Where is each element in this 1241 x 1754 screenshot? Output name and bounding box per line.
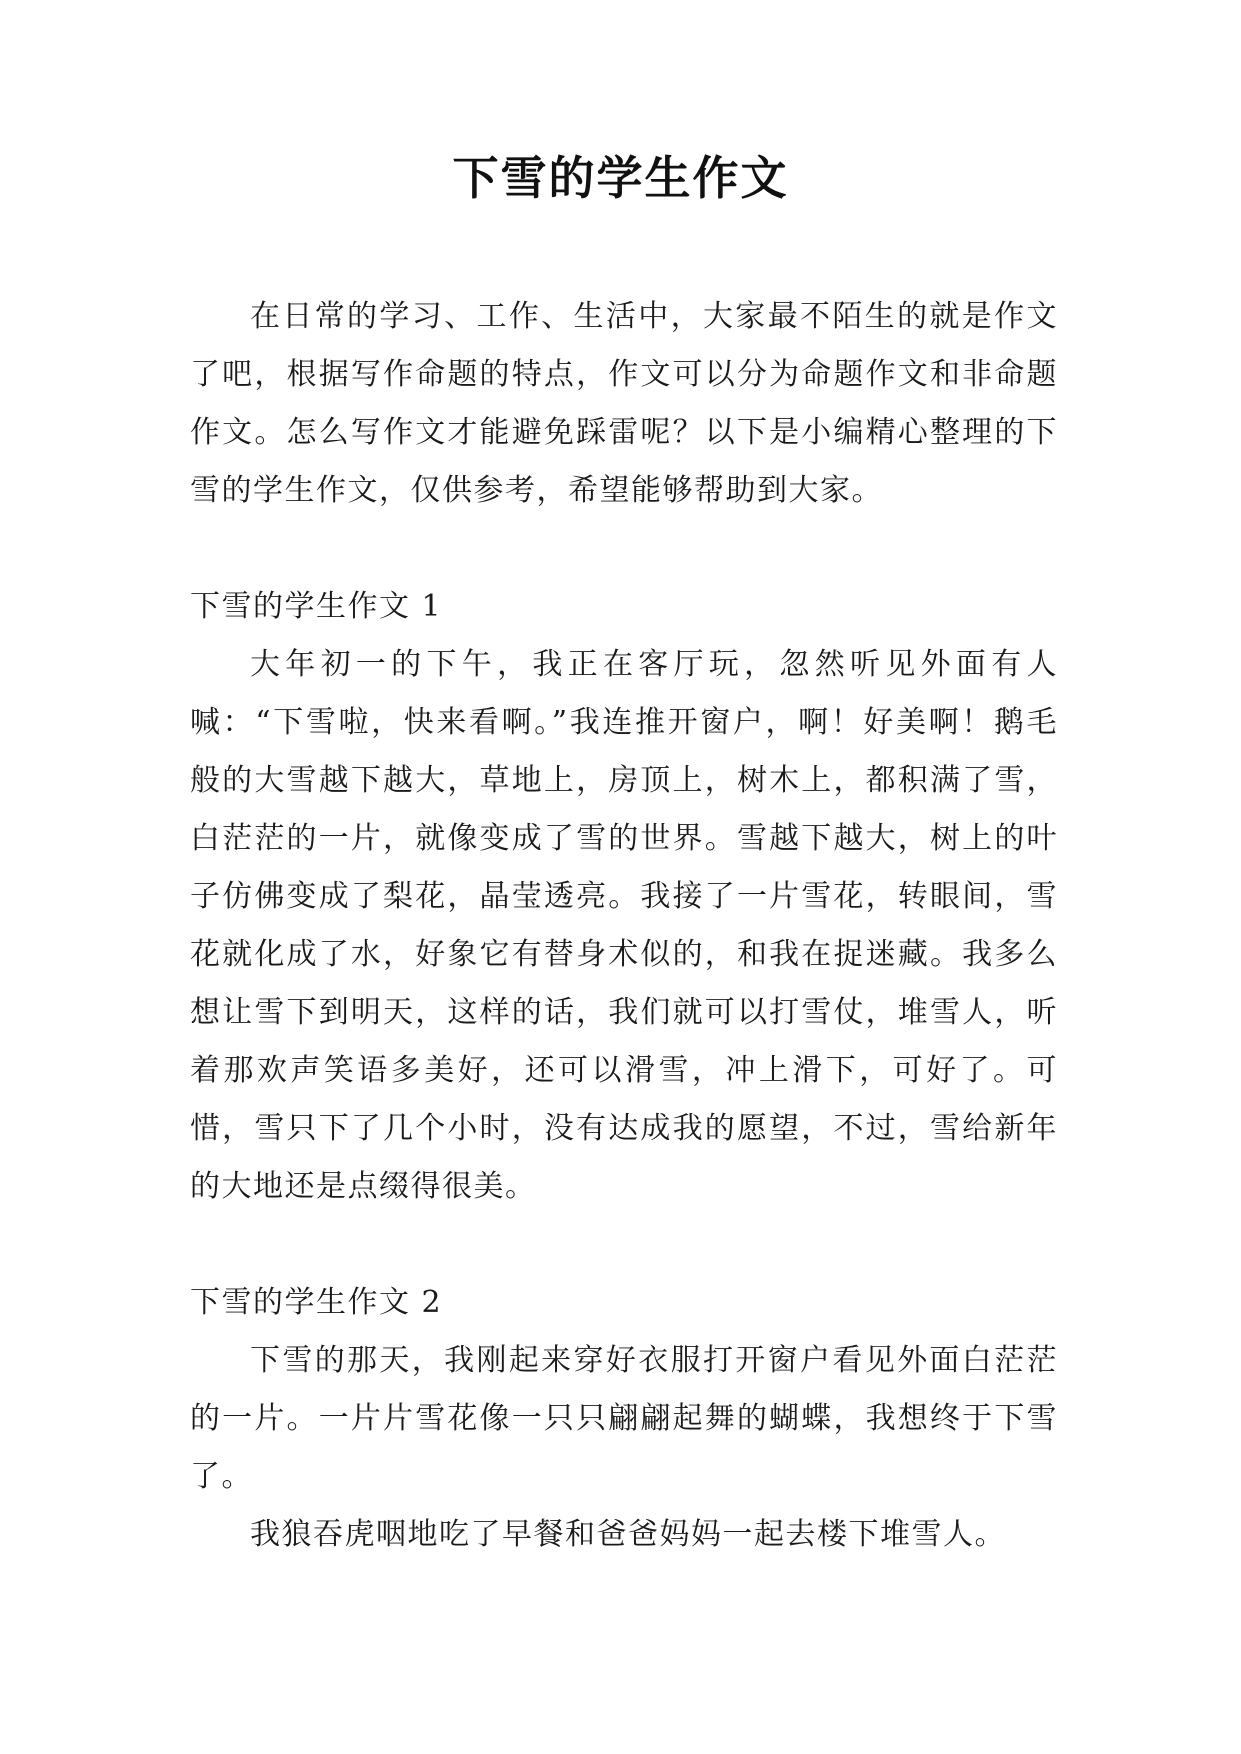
essay-section-2 [190,1274,1058,1564]
section-heading: 下雪的学生作文 1 [190,589,443,624]
section-paragraph: 大年初一的下午，我正在客厅玩，忽然听见外面有人喊：“下雪啦，快来看啊。”我连推开窗户，啊！好美啊！鹅毛般的大雪越下越大，草地上，房顶上，树木上，都积满了雪，白茫茫的一片，就像变成了雪的世界。雪越下越大，树上的叶子仿佛变成了梨花，晶莹透亮。我接了一片雪花，转眼间，雪花就化成了水，好象它有替身术似的，和我在捉迷藏。我多么想让雪下到明天，这样的话，我们就可以打雪仗，堆雪人，听着那欢声笑语多美好，还可以滑雪，冲上滑下，可好了。可惜，雪只下了几个小时，没有达成我的愿望，不过，雪给新年的大地还是点缀得很美。 [190,647,1058,1204]
section-paragraph: 我狼吞虎咽地吃了早餐和爸爸妈妈一起去楼下堆雪人。 [250,1517,1006,1552]
section-paragraph: 下雪的那天，我刚起来穿好衣服打开窗户看见外面白茫茫的一片。一片片雪花像一只只翩翩起舞的蝴蝶，我想终于下雪了。 [190,1343,1058,1494]
intro-paragraph: 在日常的学习、工作、生活中，大家最不陌生的就是作文了吧，根据写作命题的特点，作文可以分为命题作文和非命题作文。怎么写作文才能避免踩雷呢？以下是小编精心整理的下雪的学生作文，仅供参考，希望能够帮助到大家。 [190,299,1058,508]
section-heading: 下雪的学生作文 2 [190,1285,443,1320]
section-spacer [190,520,1058,578]
document-body [190,288,1058,1564]
section-spacer [190,1216,1058,1274]
essay-section-1 [190,578,1058,1216]
document-title: 下雪的学生作文 [452,151,789,205]
